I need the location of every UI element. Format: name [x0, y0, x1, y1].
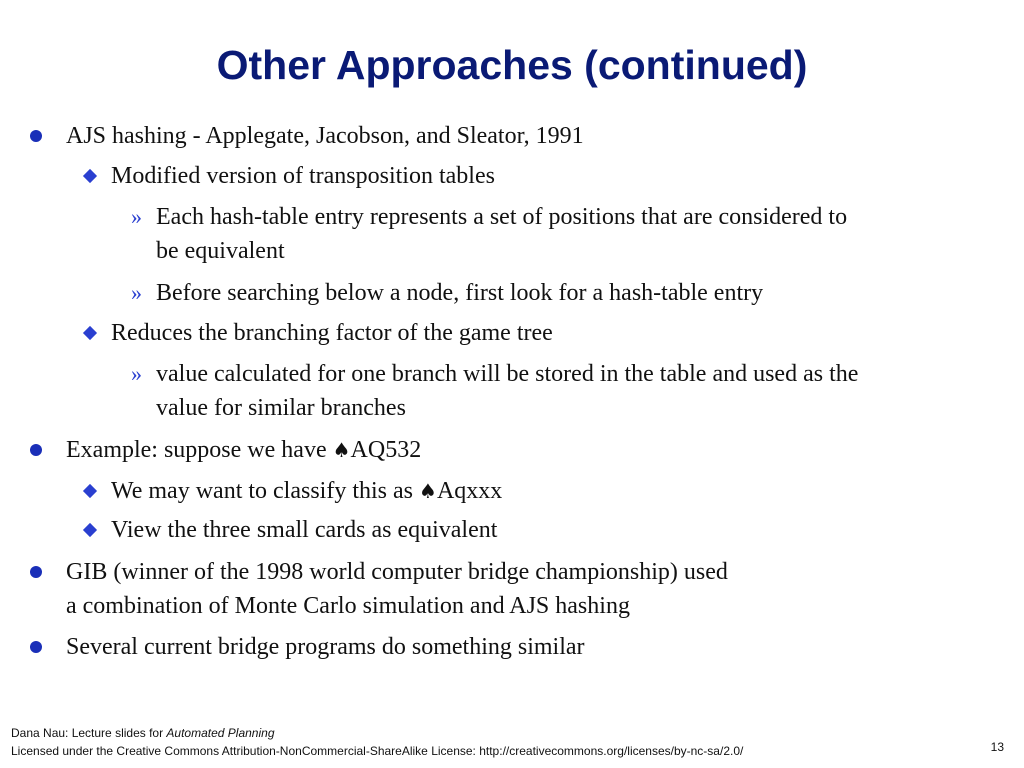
- bullet-item-hash-entry-cont: be equivalent: [156, 238, 285, 264]
- classify-text: We may want to classify this as: [111, 478, 420, 504]
- bullet-item-value-calculated-cont: value for similar branches: [156, 395, 406, 421]
- example-text: Example: suppose we have: [66, 437, 333, 463]
- bullet-item-reduces-branching: Reduces the branching factor of the game tree: [111, 320, 553, 346]
- bullet-item-value-calculated: value calculated for one branch will be stored in the table and used as the: [156, 361, 859, 387]
- bullet-dot-icon: [30, 130, 42, 142]
- bullet-item-gib: GIB (winner of the 1998 world computer bridge championship) used: [66, 559, 728, 585]
- bullet-item-hash-entry: Each hash-table entry represents a set of positions that are considered to: [156, 204, 848, 230]
- footer-license: Licensed under the Creative Commons Attribution-NonCommercial-ShareAlike License: http://creativecommons.org/licenses/by-nc-sa/2.0/: [11, 744, 744, 758]
- bullet-raquo-icon: »: [131, 361, 142, 386]
- bullet-raquo-icon: »: [131, 280, 142, 305]
- bullet-diamond-icon: [83, 523, 97, 537]
- bullet-item-ajs-hashing: AJS hashing - Applegate, Jacobson, and Sleator, 1991: [66, 123, 584, 149]
- bullet-raquo-icon: »: [131, 204, 142, 229]
- spade-icon: ♠: [419, 479, 437, 503]
- classify-hand: Aqxxx: [436, 478, 503, 504]
- bullet-dot-icon: [30, 566, 42, 578]
- slide-title: Other Approaches (continued): [216, 42, 808, 88]
- footer-book-title: Automated Planning: [166, 726, 275, 740]
- bullet-item-example: [66, 438, 421, 462]
- page-number: 13: [990, 740, 1004, 754]
- footer-credit: [11, 727, 275, 739]
- bullet-dot-icon: [30, 444, 42, 456]
- bullet-item-gib-cont: a combination of Monte Carlo simulation and AJS hashing: [66, 593, 630, 619]
- spade-icon: ♠: [332, 438, 351, 462]
- bullet-dot-icon: [30, 641, 42, 653]
- example-hand: AQ532: [350, 437, 422, 463]
- bullet-diamond-icon: [83, 484, 97, 498]
- bullet-diamond-icon: [83, 326, 97, 340]
- bullet-item-before-searching: Before searching below a node, first look for a hash-table entry: [156, 280, 764, 306]
- bullet-item-several-programs: Several current bridge programs do something similar: [66, 634, 585, 660]
- footer-author: Dana Nau: Lecture slides for: [11, 726, 167, 740]
- bullet-item-classify: [111, 479, 502, 503]
- bullet-item-three-small-cards: View the three small cards as equivalent: [111, 517, 498, 543]
- bullet-item-modified-version: Modified version of transposition tables: [111, 163, 495, 189]
- bullet-diamond-icon: [83, 169, 97, 183]
